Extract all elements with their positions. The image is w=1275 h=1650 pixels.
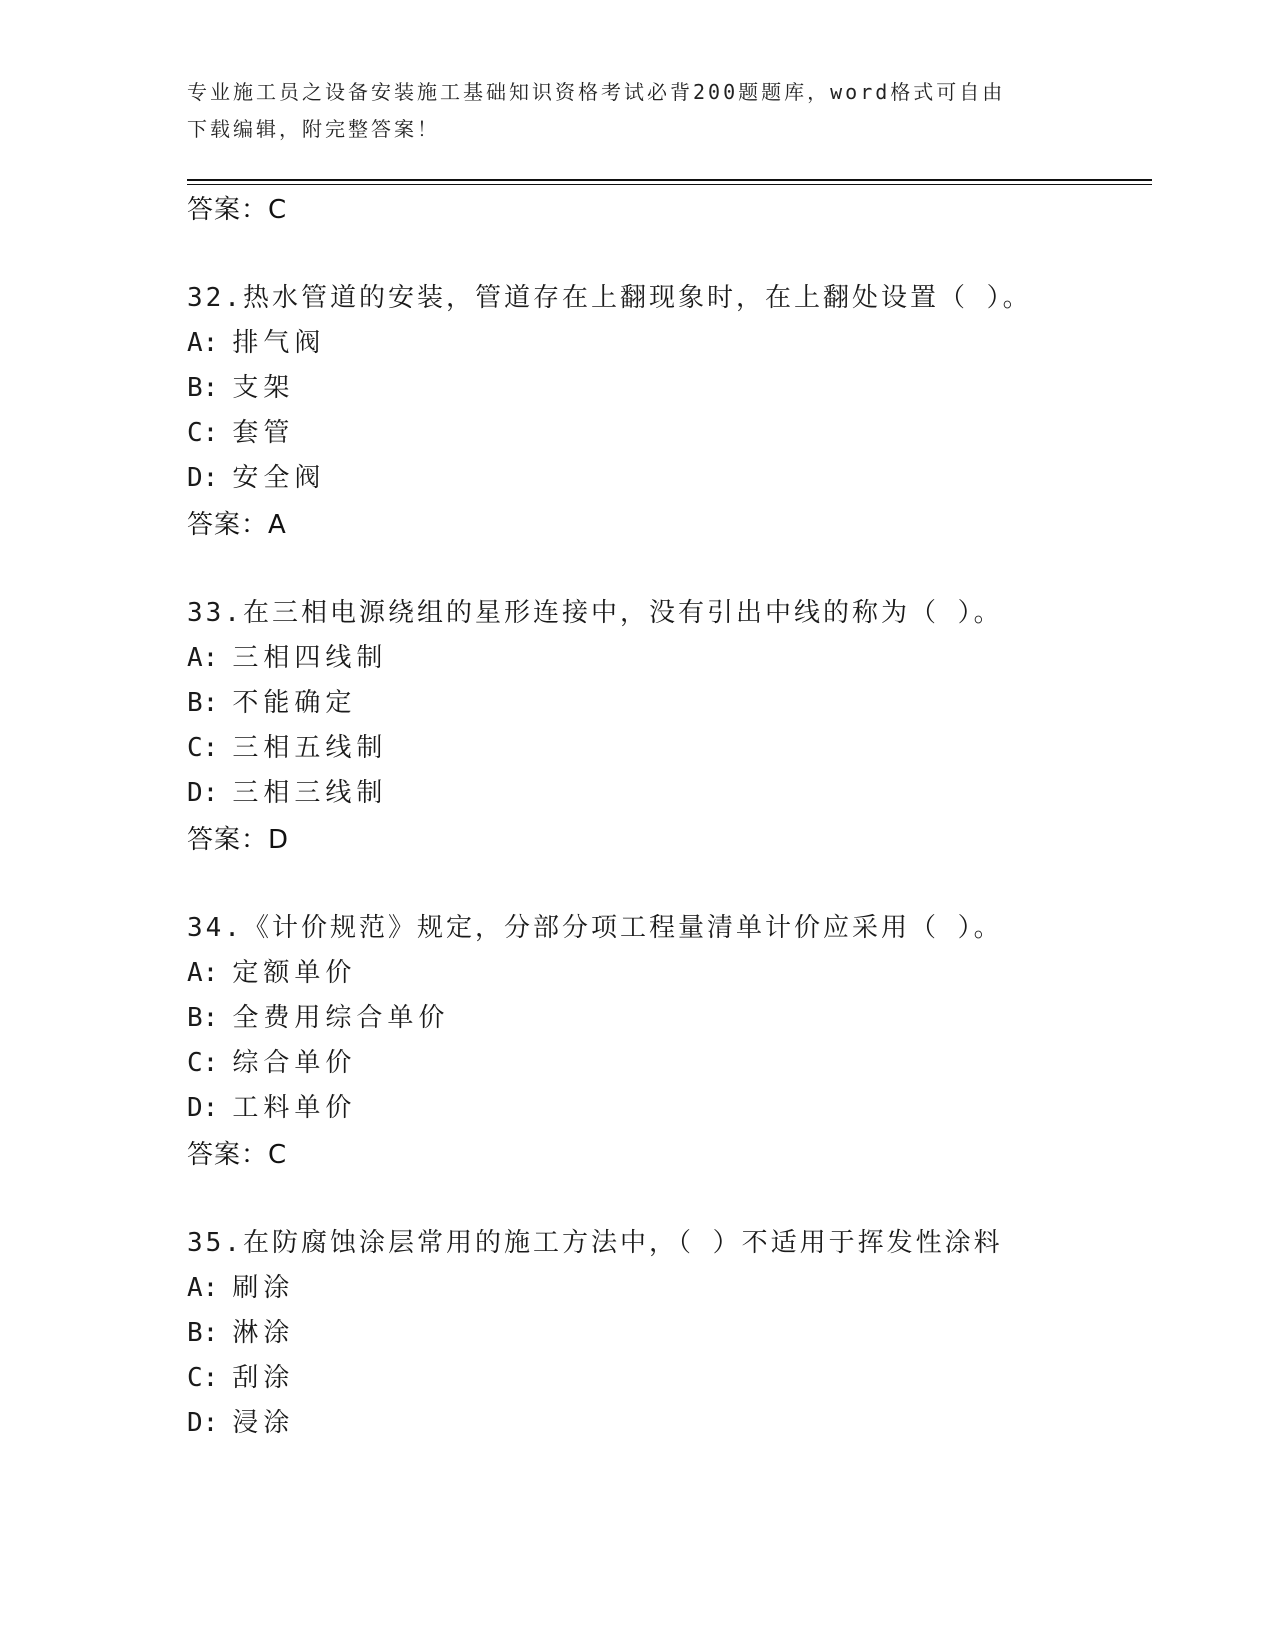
option-text: 浸涂 — [232, 1408, 295, 1438]
question-33-option-d — [187, 777, 387, 809]
question-33-option-a — [187, 642, 387, 674]
question-32-option-a — [187, 327, 325, 359]
question-34-answer: 答案：C — [187, 1140, 288, 1170]
question-33-answer: 答案：D — [187, 825, 290, 855]
option-text: 套管 — [232, 418, 295, 448]
option-text: 淋涂 — [232, 1318, 295, 1348]
header-line-2: 下载编辑，附完整答案！ — [187, 117, 440, 141]
option-label: A: — [187, 643, 219, 673]
option-label: B: — [187, 1003, 219, 1033]
option-text: 支架 — [232, 373, 295, 403]
option-text: 工料单价 — [232, 1093, 357, 1123]
previous-answer: 答案：C — [187, 195, 288, 225]
question-34-option-d — [187, 1092, 356, 1124]
question-32-answer: 答案：A — [187, 510, 287, 540]
question-33-option-c — [187, 732, 387, 764]
question-34-option-b — [187, 1002, 449, 1034]
option-label: D: — [187, 463, 219, 493]
question-34-option-a — [187, 957, 356, 989]
option-text: 定额单价 — [232, 958, 357, 988]
question-35-option-c — [187, 1362, 294, 1394]
option-label: C: — [187, 733, 219, 763]
question-35-option-d — [187, 1407, 294, 1439]
option-label: D: — [187, 1093, 219, 1123]
option-text: 三相四线制 — [232, 643, 388, 673]
option-text: 三相五线制 — [232, 733, 388, 763]
document-header — [187, 74, 1067, 148]
option-text: 刮涂 — [232, 1363, 295, 1393]
option-text: 排气阀 — [232, 328, 326, 358]
question-32-option-d — [187, 462, 325, 494]
question-33-option-b — [187, 687, 356, 719]
header-rule-thick — [187, 179, 1152, 181]
option-label: B: — [187, 688, 219, 718]
header-line-1: 专业施工员之设备安装施工基础知识资格考试必背200题题库，word格式可自由 — [187, 80, 1006, 104]
question-35-stem: 35.在防腐蚀涂层常用的施工方法中，（ ）不适用于挥发性涂料 — [187, 1228, 1003, 1258]
option-text: 全费用综合单价 — [232, 1003, 450, 1033]
option-text: 安全阀 — [232, 463, 326, 493]
question-32-stem: 32.热水管道的安装，管道存在上翻现象时，在上翻处设置（ ）。 — [187, 283, 1032, 313]
option-label: C: — [187, 1048, 219, 1078]
option-label: A: — [187, 958, 219, 988]
question-32-option-b — [187, 372, 294, 404]
option-label: C: — [187, 418, 219, 448]
option-label: D: — [187, 1408, 219, 1438]
option-label: A: — [187, 1273, 219, 1303]
header-rule-thin — [187, 184, 1152, 185]
option-text: 不能确定 — [232, 688, 357, 718]
question-33-stem: 33.在三相电源绕组的星形连接中，没有引出中线的称为（ ）。 — [187, 598, 1003, 628]
option-text: 综合单价 — [232, 1048, 357, 1078]
option-label: B: — [187, 1318, 219, 1348]
option-label: C: — [187, 1363, 219, 1393]
option-label: B: — [187, 373, 219, 403]
question-34-stem: 34.《计价规范》规定，分部分项工程量清单计价应采用（ ）。 — [187, 913, 1003, 943]
question-35-option-a — [187, 1272, 294, 1304]
question-32-option-c — [187, 417, 294, 449]
question-35-option-b — [187, 1317, 294, 1349]
option-text: 三相三线制 — [232, 778, 388, 808]
option-label: A: — [187, 328, 219, 358]
question-34-option-c — [187, 1047, 356, 1079]
option-text: 刷涂 — [232, 1273, 295, 1303]
option-label: D: — [187, 778, 219, 808]
